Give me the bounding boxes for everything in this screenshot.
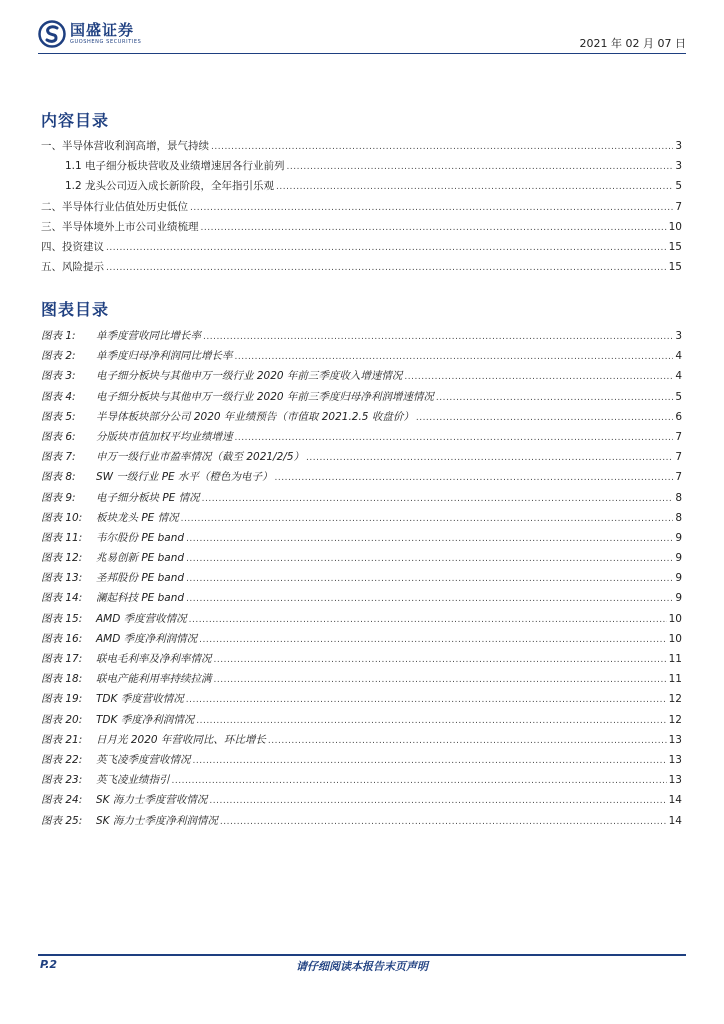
entry-page-number: 8 [675,511,682,524]
entry-label [41,366,402,386]
entry-label: 三、半导体境外上市公司业绩梳理 [41,220,199,233]
figure-caption: 澜起科技 PE band [96,592,185,605]
entry-page-number: 7 [675,451,682,464]
dot-leader [235,428,674,448]
figure-entry[interactable] [41,427,682,447]
contents-entry[interactable] [41,197,682,217]
dot-leader [404,367,673,387]
contents-list [41,136,682,277]
figure-caption: 圣邦股份 PE band [96,572,185,585]
figure-caption: AMD 季度净利润情况 [96,632,198,645]
figure-number: 图表 3: [41,370,76,383]
figure-number: 图表 23: [41,774,83,787]
entry-page-number: 12 [668,713,682,726]
entry-page-number: 3 [675,160,682,173]
figure-number: 图表 10: [41,511,83,524]
figure-caption: 韦尔股份 PE band [96,531,185,544]
dot-leader [199,630,666,650]
figure-caption: 日月光 2020 年营收同比、环比增长 [96,733,266,746]
entry-page-number: 15 [668,261,682,274]
figure-caption: SW 一级行业 PE 水平（橙色为电子） [96,471,273,484]
entry-page-number: 3 [675,140,682,152]
figure-caption: 英飞凌业绩指引 [96,774,170,787]
entry-label [41,346,233,366]
entry-page-number: 13 [668,753,682,766]
dot-leader [202,489,674,509]
entry-label [41,669,212,689]
entry-page-number: 10 [668,220,682,233]
figure-caption: 电子细分板块与其他申万一级行业 2020 年前三季度归母净利润增速情况 [96,390,434,403]
dot-leader [436,388,673,408]
figure-entry[interactable] [41,548,682,568]
figure-entry[interactable] [41,811,682,831]
dot-leader [211,137,673,157]
entry-label: 四、投资建议 [41,240,104,253]
figure-entry[interactable] [41,467,682,487]
entry-label [41,407,414,427]
entry-label [41,447,304,467]
figure-entry[interactable] [41,710,682,730]
dot-leader [203,327,673,347]
footer-divider [38,954,686,956]
entry-page-number: 9 [675,592,682,605]
contents-entry[interactable] [41,176,682,196]
entry-label: 五、风险提示 [41,261,104,274]
dot-leader [190,198,673,218]
figure-caption: 兆易创新 PE band [96,552,185,565]
figure-number: 图表 24: [41,794,83,807]
dot-leader [106,238,667,258]
figure-number: 图表 19: [41,693,83,706]
figure-entry[interactable] [41,366,682,386]
dot-leader [209,791,666,811]
entry-label [41,508,179,528]
figure-caption: 电子细分板块与其他申万一级行业 2020 年前三季度收入增速情况 [96,370,403,383]
dot-leader [201,218,667,238]
dot-leader [220,812,667,832]
contents-entry[interactable] [41,217,682,237]
logo-icon [38,20,66,48]
figure-entry[interactable] [41,387,682,407]
dot-leader [268,731,667,751]
figure-entry[interactable] [41,588,682,608]
figure-number: 图表 16: [41,632,83,645]
figure-number: 图表 4: [41,390,76,403]
dot-leader [235,347,674,367]
entry-page-number: 11 [668,653,682,665]
figure-caption: 申万一级行业市盈率情况（截至 2021/2/5） [96,451,304,464]
entry-page-number: 5 [675,180,682,193]
entry-page-number: 11 [668,673,682,686]
entry-page-number: 4 [675,350,682,363]
entry-label [41,710,194,730]
dot-leader [275,468,674,488]
disclaimer-note: 请仔细阅读本报告末页声明 [296,960,428,973]
entry-label [41,427,233,447]
figure-number: 图表 11: [41,531,83,544]
entry-page-number: 14 [668,814,682,827]
entry-label [41,488,200,508]
page-number: P.2 [40,958,58,971]
entry-label [41,387,434,407]
figure-number: 图表 6: [41,430,76,443]
contents-entry[interactable] [41,257,682,277]
entry-label [41,811,218,831]
figure-entry[interactable] [41,407,682,427]
entry-page-number: 10 [668,632,682,645]
entry-label: 1.2 龙头公司迈入成长新阶段，全年指引乐观 [65,180,275,193]
figure-number: 图表 9: [41,491,76,504]
dot-leader [189,610,667,630]
figure-caption: 电子细分板块 PE 情况 [96,491,200,504]
entry-page-number: 7 [675,471,682,484]
entry-page-number: 9 [675,572,682,585]
dot-leader [106,258,667,278]
figure-number: 图表 25: [41,814,83,827]
dot-leader [276,177,673,197]
figure-entry[interactable] [41,326,682,346]
figure-entry[interactable] [41,669,682,689]
dot-leader [306,448,673,468]
dot-leader [186,690,667,710]
entry-page-number: 8 [675,491,682,504]
figure-number: 图表 22: [41,753,83,766]
entry-label [41,689,184,709]
dot-leader [186,569,673,589]
entry-page-number: 6 [675,410,682,423]
figure-caption: 板块龙头 PE 情况 [96,511,179,524]
figure-number: 图表 21: [41,733,83,746]
dot-leader [172,771,667,791]
figure-number: 图表 12: [41,552,83,565]
entry-label [41,629,197,649]
entry-label [41,528,184,548]
entry-label [41,790,207,810]
entry-label [41,770,170,790]
figure-caption: 单季度营收同比增长率 [96,330,201,342]
entry-page-number: 15 [668,240,682,253]
figure-number: 图表 14: [41,592,83,605]
figure-number: 图表 13: [41,572,83,585]
entry-page-number: 9 [675,552,682,565]
entry-page-number: 9 [675,531,682,544]
entry-label: 二、半导体行业估值处历史低位 [41,200,188,213]
entry-label [41,588,184,608]
figure-entry[interactable] [41,508,682,528]
figures-list [41,326,682,831]
figure-entry[interactable] [41,649,682,669]
figure-caption: 联电毛利率及净利率情况 [96,653,212,665]
figure-caption: SK 海力士季度净利润情况 [96,814,218,827]
figure-entry[interactable] [41,609,682,629]
figure-caption: AMD 季度营收情况 [96,612,187,625]
figure-number: 图表 1: [41,330,76,342]
dot-leader [186,529,673,549]
figure-entry[interactable] [41,750,682,770]
figure-entry[interactable] [41,488,682,508]
entry-page-number: 4 [675,370,682,383]
figure-number: 图表 8: [41,471,76,484]
figure-number: 图表 17: [41,653,83,665]
figure-number: 图表 15: [41,612,83,625]
entry-label: 1.1 电子细分板块营收及业绩增速居各行业前列 [65,160,285,173]
figure-entry[interactable] [41,447,682,467]
contents-entry[interactable] [41,237,682,257]
report-date: 2021 年 02 月 07 日 [579,37,686,50]
figure-number: 图表 18: [41,673,83,686]
contents-entry[interactable] [41,136,682,156]
entry-label [41,649,212,669]
logo-english-name: GUOSHENG SECURITIES [70,39,142,45]
dot-leader [416,408,673,428]
figures-title: 图表目录 [41,300,110,319]
dot-leader [181,509,674,529]
entry-page-number: 12 [668,693,682,706]
dot-leader [193,751,667,771]
figure-entry[interactable] [41,790,682,810]
entry-label [41,609,187,629]
entry-label [41,548,184,568]
figure-caption: 分版块市值加权平均业绩增速 [96,430,233,443]
dot-leader [186,589,673,609]
figure-caption: TDK 季度营收情况 [96,693,184,706]
figure-caption: 半导体板块部分公司 2020 年业绩预告（市值取 2021.2.5 收盘价） [96,410,414,423]
entry-label [41,467,273,487]
dot-leader [287,157,674,177]
figure-caption: 单季度归母净利润同比增长率 [96,350,233,363]
dot-leader [186,549,673,569]
entry-page-number: 5 [675,390,682,403]
entry-page-number: 3 [675,330,682,342]
figure-number: 图表 2: [41,350,76,363]
figure-number: 图表 7: [41,451,76,464]
figure-caption: SK 海力士季度营收情况 [96,794,208,807]
entry-page-number: 7 [675,200,682,213]
figure-entry[interactable] [41,568,682,588]
figure-caption: TDK 季度净利润情况 [96,713,195,726]
entry-label [41,326,201,346]
figure-number: 图表 20: [41,713,83,726]
logo-chinese-name: 国盛证券 [70,21,135,39]
figure-number: 图表 5: [41,410,76,423]
contents-entry[interactable] [41,156,682,176]
entry-label [41,568,184,588]
figure-caption: 英飞凌季度营收情况 [96,753,191,766]
figure-caption: 联电产能利用率持续拉满 [96,673,212,686]
dot-leader [196,711,666,731]
entry-label [41,730,266,750]
company-logo [38,20,141,48]
figure-entry[interactable] [41,629,682,649]
dot-leader [214,670,667,690]
figure-entry[interactable] [41,770,682,790]
figure-entry[interactable] [41,528,682,548]
contents-title: 内容目录 [41,111,110,130]
entry-label: 一、半导体营收利润高增，景气持续 [41,140,209,152]
entry-page-number: 13 [668,774,682,787]
header-divider [38,53,686,54]
figure-entry[interactable] [41,689,682,709]
entry-page-number: 14 [668,794,682,807]
entry-label [41,750,191,770]
figure-entry[interactable] [41,346,682,366]
figure-entry[interactable] [41,730,682,750]
entry-page-number: 10 [668,612,682,625]
dot-leader [214,650,667,670]
entry-page-number: 7 [675,430,682,443]
page-header [38,18,686,54]
entry-page-number: 13 [668,733,682,746]
